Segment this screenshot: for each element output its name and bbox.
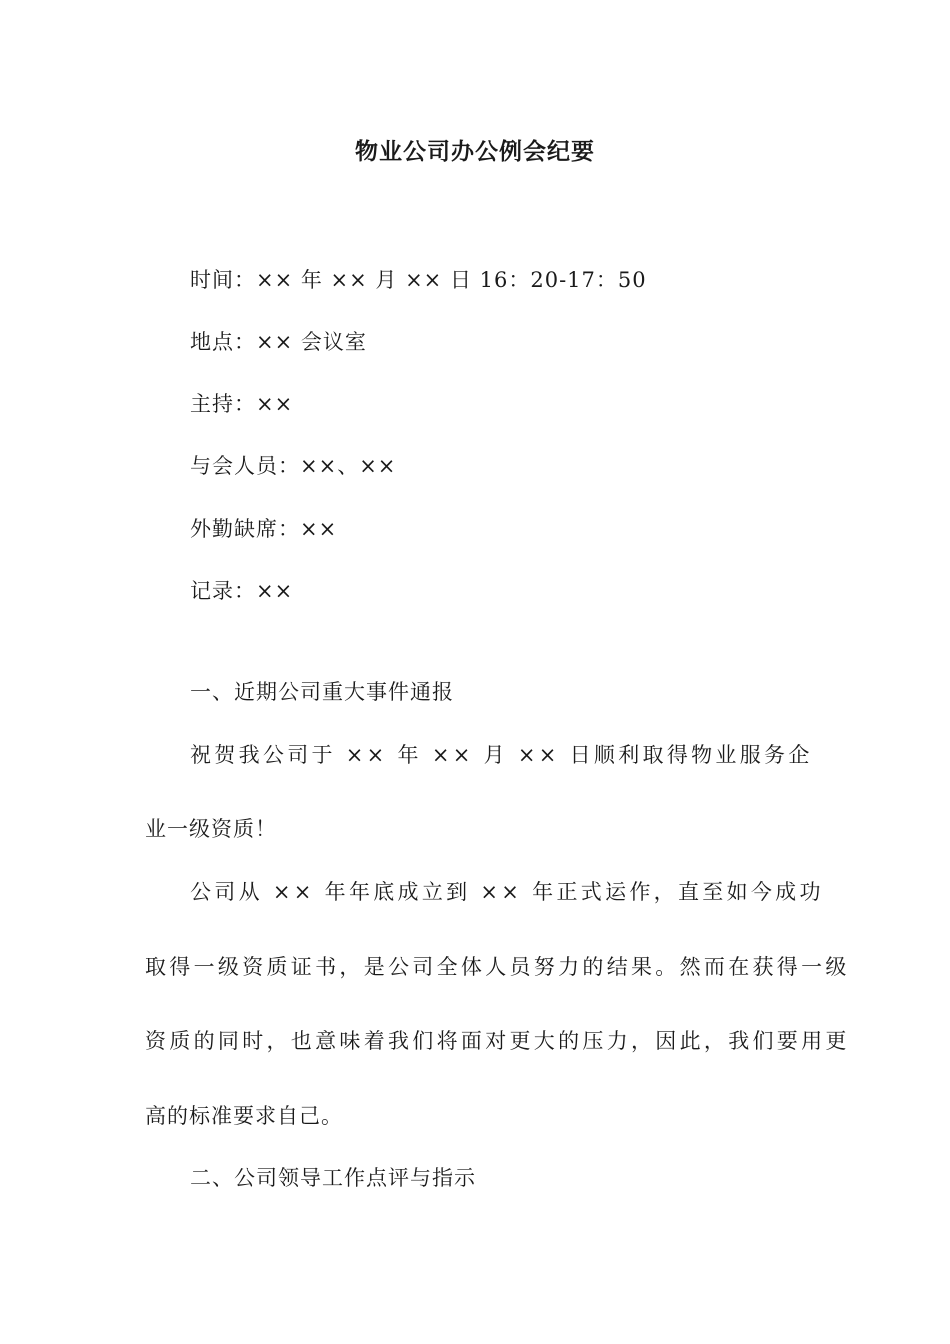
paragraph-2-line-1: 公司从 ×× 年年底成立到 ×× 年正式运作，直至如今成功 [190,880,824,904]
paragraph-1-line-1: 祝贺我公司于 ×× 年 ×× 月 ×× 日顺利取得物业服务企 [190,743,813,767]
paragraph-1-line-2: 业一级资质！ [145,817,277,841]
meeting-host: 主持：×× [190,392,294,416]
section-2-heading: 二、公司领导工作点评与指示 [190,1166,476,1190]
paragraph-2-line-2: 取得一级资质证书，是公司全体人员努力的结果。然而在获得一级 [145,955,850,979]
meeting-absent: 外勤缺席：×× [190,517,338,541]
section-1-heading: 一、近期公司重大事件通报 [190,680,454,704]
meeting-attendees: 与会人员：××、×× [190,454,397,478]
paragraph-2-line-3: 资质的同时，也意味着我们将面对更大的压力，因此，我们要用更 [145,1029,850,1053]
meeting-time: 时间：×× 年 ×× 月 ×× 日 16：20-17：50 [190,268,647,292]
document-title: 物业公司办公例会纪要 [355,139,595,165]
paragraph-2-line-4: 高的标准要求自己。 [145,1104,343,1128]
meeting-recorder: 记录：×× [190,579,294,603]
meeting-location: 地点：×× 会议室 [190,330,367,354]
